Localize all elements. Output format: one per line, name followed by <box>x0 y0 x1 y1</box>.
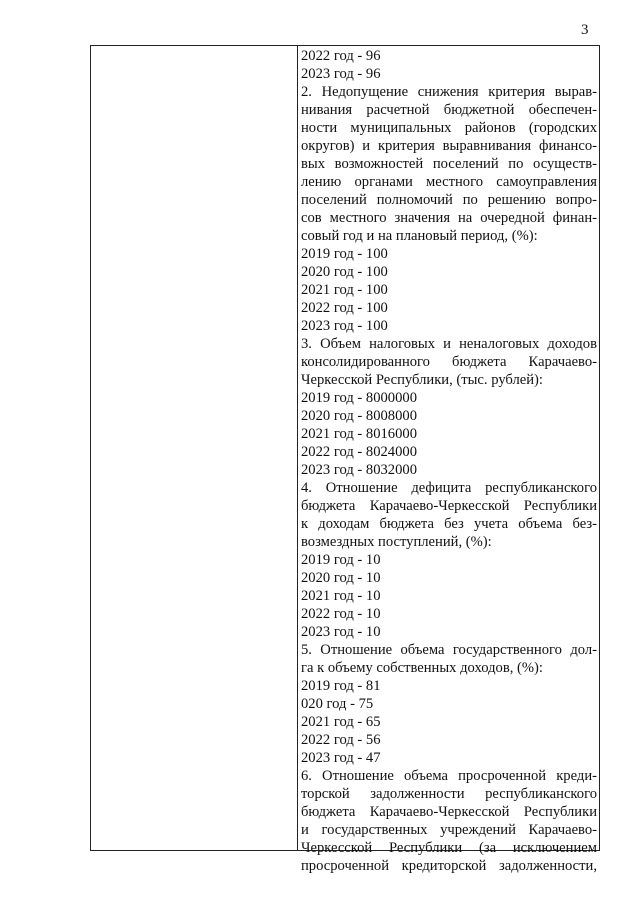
text-line: 2020 год - 100 <box>301 264 388 280</box>
text-line: лению органами местного самоуправления <box>301 174 597 190</box>
table-left-column <box>91 46 297 850</box>
text-line: 2. Недопущение снижения критерия вырав- <box>301 84 597 100</box>
text-line: ности муниципальных районов (городских <box>301 120 597 136</box>
text-line: сов местного значения на очередной финан- <box>301 210 597 226</box>
text-line: 2022 год - 56 <box>301 732 381 748</box>
text-line: торской задолженности республиканского <box>301 786 597 802</box>
page-number: 3 <box>581 22 589 38</box>
text-line: 2023 год - 10 <box>301 624 381 640</box>
text-line: 2022 год - 100 <box>301 300 388 316</box>
text-line: поселений полномочий по решению вопро- <box>301 192 597 208</box>
text-line: совый год и на плановый период, (%): <box>301 228 538 244</box>
text-line: 5. Отношение объема государственного дол- <box>301 642 597 658</box>
table-right-column <box>301 46 597 874</box>
text-line: 2021 год - 10 <box>301 588 381 604</box>
text-line: 6. Отношение объема просроченной креди- <box>301 768 597 784</box>
text-line: 2019 год - 81 <box>301 678 381 694</box>
text-line: 2019 год - 100 <box>301 246 388 262</box>
text-line: 2023 год - 8032000 <box>301 462 417 478</box>
text-line: 2023 год - 47 <box>301 750 381 766</box>
text-line: Черкесской Республики (за исключением <box>301 840 597 856</box>
text-line: 2021 год - 8016000 <box>301 426 417 442</box>
text-line: 2023 год - 100 <box>301 318 388 334</box>
text-line: 2021 год - 100 <box>301 282 388 298</box>
text-line: 2020 год - 10 <box>301 570 381 586</box>
text-line: 2021 год - 65 <box>301 714 381 730</box>
text-line: 2019 год - 10 <box>301 552 381 568</box>
text-line: 2022 год - 8024000 <box>301 444 417 460</box>
text-line: просроченной кредиторской задолженности, <box>301 858 597 874</box>
text-line: 2019 год - 8000000 <box>301 390 417 406</box>
text-line: вых возможностей поселений по осуществ- <box>301 156 597 172</box>
text-line: 2022 год - 96 <box>301 48 381 64</box>
text-line: бюджета Карачаево-Черкесской Республики <box>301 804 597 820</box>
text-line: округов) и критерия выравнивания финансо- <box>301 138 597 154</box>
text-line: 3. Объем налоговых и неналоговых доходов <box>301 336 597 352</box>
text-line: возмездных поступлений, (%): <box>301 534 492 550</box>
document-table <box>90 45 600 874</box>
text-line: 020 год - 75 <box>301 696 374 712</box>
text-line: 2022 год - 10 <box>301 606 381 622</box>
text-line: к доходам бюджета без учета объема без- <box>301 516 597 532</box>
text-line: Черкесской Республики, (тыс. рублей): <box>301 372 543 388</box>
text-line: 2020 год - 8008000 <box>301 408 417 424</box>
text-line: 2023 год - 96 <box>301 66 381 82</box>
text-line: нивания расчетной бюджетной обеспечен- <box>301 102 597 118</box>
text-line: 4. Отношение дефицита республиканского <box>301 480 597 496</box>
column-divider <box>297 46 298 850</box>
text-line: и государственных учреждений Карачаево- <box>301 822 597 838</box>
text-line: консолидированного бюджета Карачаево- <box>301 354 597 370</box>
text-line: га к объему собственных доходов, (%): <box>301 660 543 676</box>
text-line: бюджета Карачаево-Черкесской Республики <box>301 498 597 514</box>
